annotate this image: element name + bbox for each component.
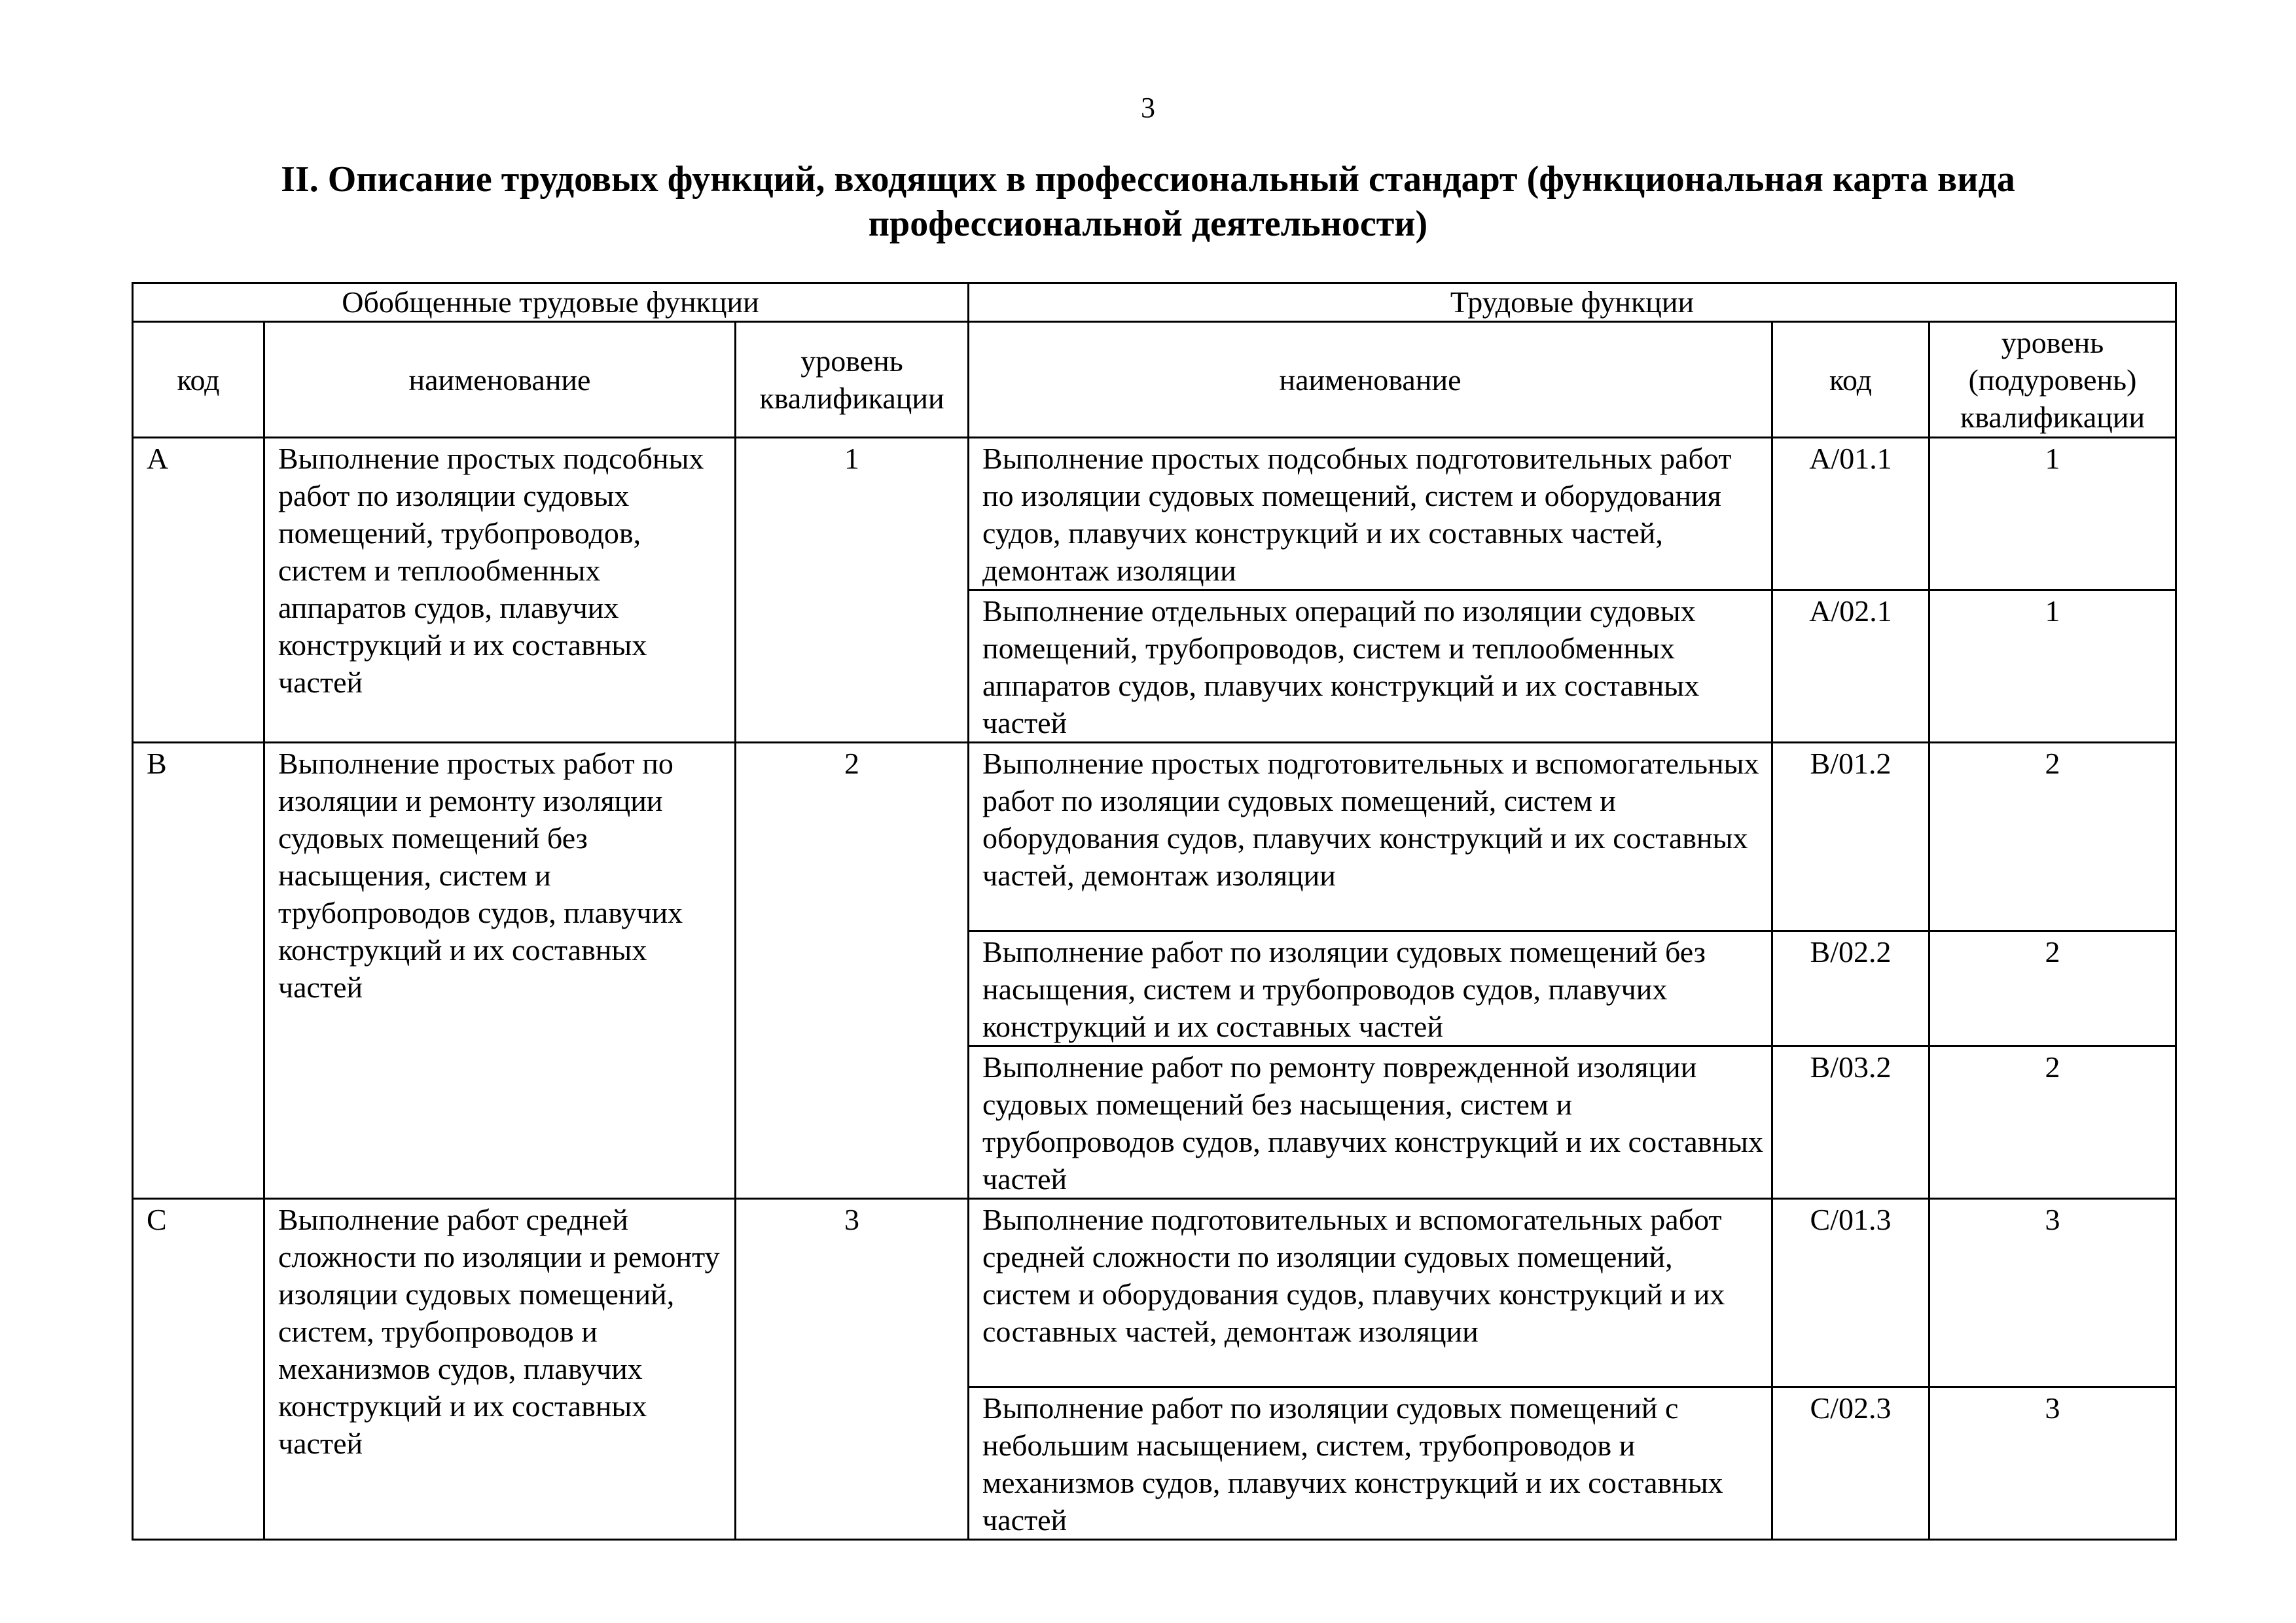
gf-code-cell: B	[133, 743, 264, 1199]
tf-name-cell: Выполнение отдельных операций по изоляции судовых помещений, трубопроводов, систем и теплообменных аппаратов судов, плавучих конструкций и их составных частей	[969, 590, 1772, 743]
tf-code-header: код	[1772, 322, 1929, 438]
gf-level-header-line-2: квалификации	[759, 382, 944, 415]
functional-map-table	[132, 282, 2177, 1541]
gf-name-cell: Выполнение простых подсобных работ по изоляции судовых помещений, трубопроводов, систем и теплообменных аппаратов судов, плавучих конструкций и их составных частей	[264, 438, 736, 743]
column-header-row	[133, 322, 2176, 438]
tf-level-cell: 2	[1929, 931, 2176, 1046]
tf-code-cell: A/02.1	[1772, 590, 1929, 743]
tf-name-header: наименование	[969, 322, 1772, 438]
gf-code-header: код	[133, 322, 264, 438]
gf-level-cell: 3	[736, 1199, 969, 1540]
table-row	[133, 438, 2176, 590]
tf-name-cell: Выполнение работ по изоляции судовых помещений без насыщения, систем и трубопроводов судов, плавучих конструкций и их составных частей	[969, 931, 1772, 1046]
tf-name-cell: Выполнение подготовительных и вспомогательных работ средней сложности по изоляции судовых помещений, систем и оборудования судов, плавучих конструкций и их составных частей, демонтаж изоляции	[969, 1199, 1772, 1387]
gf-name-header: наименование	[264, 322, 736, 438]
page-title	[131, 157, 2165, 246]
tf-code-cell: B/02.2	[1772, 931, 1929, 1046]
tf-level-header-line-3: квалификации	[1960, 400, 2145, 434]
tf-level-header-line-2: (подуровень)	[1968, 363, 2137, 397]
tf-level-cell: 2	[1929, 1046, 2176, 1199]
tf-level-cell: 2	[1929, 743, 2176, 931]
tf-code-cell: B/01.2	[1772, 743, 1929, 931]
tf-level-cell: 1	[1929, 438, 2176, 590]
gf-level-cell: 1	[736, 438, 969, 743]
gf-code-cell: A	[133, 438, 264, 743]
tf-level-cell: 3	[1929, 1199, 2176, 1387]
tf-code-cell: C/02.3	[1772, 1387, 1929, 1540]
tf-name-cell: Выполнение простых подсобных подготовительных работ по изоляции судовых помещений, систем и оборудования судов, плавучих конструкций и их составных частей, демонтаж изоляции	[969, 438, 1772, 590]
tf-code-cell: C/01.3	[1772, 1199, 1929, 1387]
tf-level-cell: 1	[1929, 590, 2176, 743]
tf-code-cell: A/01.1	[1772, 438, 1929, 590]
tf-level-header	[1929, 322, 2176, 438]
tf-name-cell: Выполнение работ по изоляции судовых помещений с небольшим насыщением, систем, трубопроводов и механизмов судов, плавучих конструкций и их составных частей	[969, 1387, 1772, 1540]
tf-level-cell: 3	[1929, 1387, 2176, 1540]
page-title-line-1: II. Описание трудовых функций, входящих в профессиональный стандарт (функциональная карта вида	[281, 159, 2015, 200]
page-number: 3	[1141, 92, 1155, 124]
tf-name-cell: Выполнение работ по ремонту поврежденной изоляции судовых помещений без насыщения, систем и трубопроводов судов, плавучих конструкций и их составных частей	[969, 1046, 1772, 1199]
labor-functions-header: Трудовые функции	[969, 283, 2176, 322]
gf-name-cell: Выполнение простых работ по изоляции и ремонту изоляции судовых помещений без насыщения, систем и трубопроводов судов, плавучих конструкций и их составных частей	[264, 743, 736, 1199]
tf-code-cell: B/03.2	[1772, 1046, 1929, 1199]
gf-code-cell: C	[133, 1199, 264, 1540]
gf-level-header-line-1: уровень	[800, 344, 903, 378]
table-row	[133, 743, 2176, 931]
tf-level-header-line-1: уровень	[2001, 325, 2104, 359]
gf-name-cell: Выполнение работ средней сложности по изоляции и ремонту изоляции судовых помещений, систем, трубопроводов и механизмов судов, плавучих конструкций и их составных частей	[264, 1199, 736, 1540]
gf-level-header	[736, 322, 969, 438]
group-header-row	[133, 283, 2176, 322]
table-row	[133, 1199, 2176, 1387]
generalized-functions-header: Обобщенные трудовые функции	[133, 283, 969, 322]
gf-level-cell: 2	[736, 743, 969, 1199]
page-title-line-2: профессиональной деятельности)	[868, 204, 1428, 244]
tf-name-cell: Выполнение простых подготовительных и вспомогательных работ по изоляции судовых помещений, систем и оборудования судов, плавучих конструкций и их составных частей, демонтаж изоляции	[969, 743, 1772, 931]
